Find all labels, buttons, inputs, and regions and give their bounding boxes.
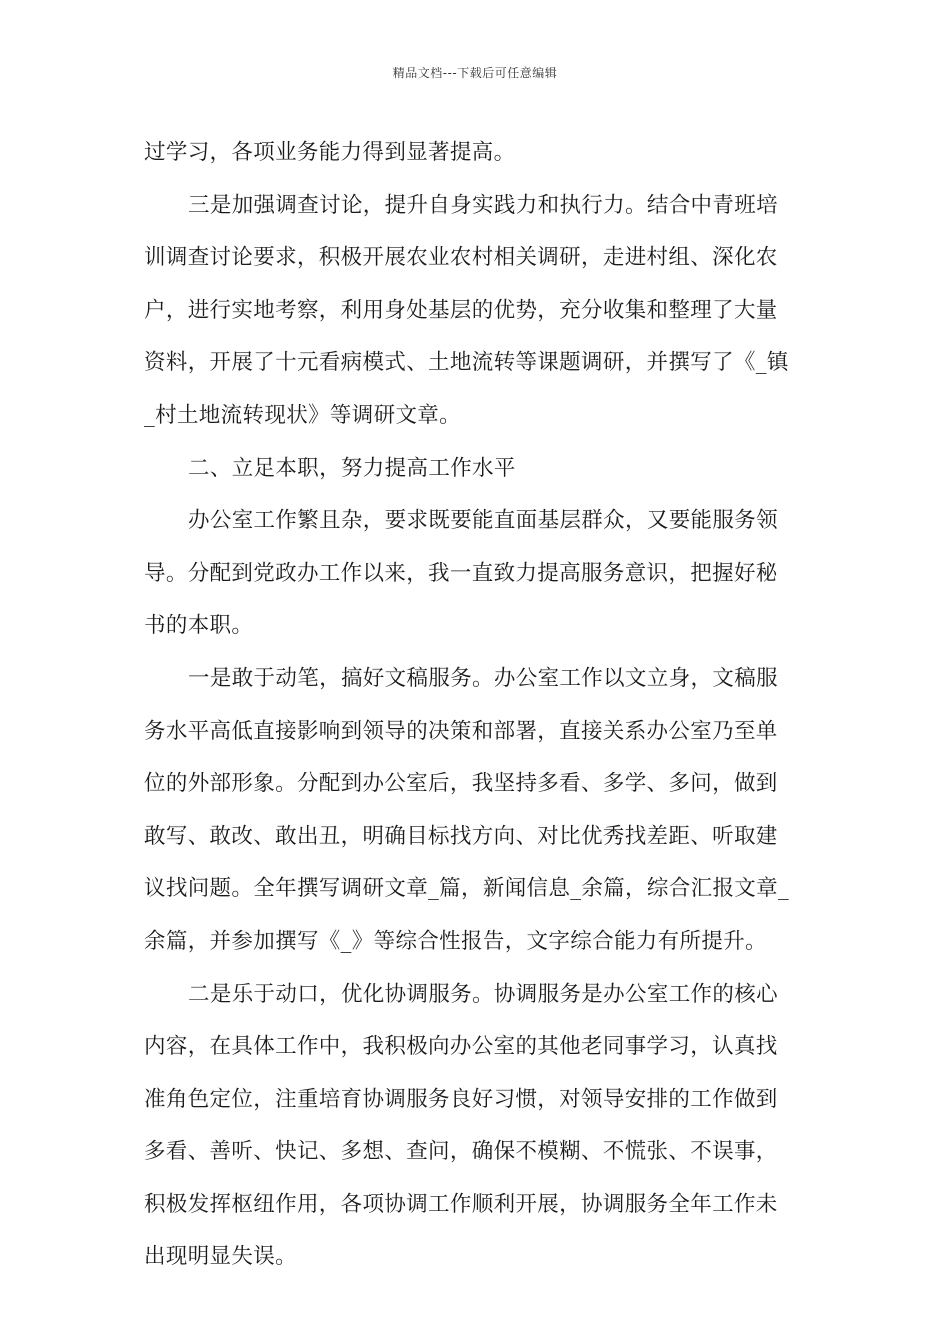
text-line: 准角色定位，注重培育协调服务良好习惯，对领导安排的工作做到 (144, 1086, 778, 1112)
text-line: _村土地流转现状》等调研文章。 (144, 402, 462, 428)
text-line: 位的外部形象。分配到办公室后，我坚持多看、多学、多问，做到 (144, 771, 778, 797)
text-line: 二是乐于动口，优化协调服务。协调服务是办公室工作的核心 (188, 981, 778, 1007)
text-line: 多看、善听、快记、多想、查问，确保不模糊、不慌张、不误事， (144, 1139, 778, 1165)
document-body (144, 127, 809, 1284)
text-line: 办公室工作繁且杂，要求既要能直面基层群众，又要能服务领 (188, 508, 778, 534)
text-line: 出现明显失误。 (144, 1244, 297, 1270)
text-line: 户，进行实地考察，利用身处基层的优势，充分收集和整理了大量 (144, 297, 778, 323)
paragraph-writing-service (144, 653, 809, 969)
paragraph-office-work (144, 495, 809, 653)
text-line: 务水平高低直接影响到领导的决策和部署，直接关系办公室乃至单 (144, 718, 778, 744)
section-heading (144, 443, 809, 496)
text-line: 一是敢于动笔，搞好文稿服务。办公室工作以文立身，文稿服 (188, 665, 778, 691)
paragraph-research (144, 180, 809, 443)
text-line: 余篇，并参加撰写《_》等综合性报告，文字综合能力有所提升。 (144, 928, 767, 954)
text-line: 积极发挥枢纽作用，各项协调工作顺利开展，协调服务全年工作未 (144, 1191, 778, 1217)
text-line: 资料，开展了十元看病模式、土地流转等课题调研，并撰写了《_镇 (144, 350, 789, 376)
paragraph-continued (144, 127, 809, 180)
text-line: 敢写、敢改、敢出丑，明确目标找方向、对比优秀找差距、听取建 (144, 823, 778, 849)
text-line: 三是加强调查讨论，提升自身实践力和执行力。结合中青班培 (188, 192, 778, 218)
text-line: 导。分配到党政办工作以来，我一直致力提高服务意识，把握好秘 (144, 560, 778, 586)
text-line: 议找问题。全年撰写调研文章_篇，新闻信息_余篇，综合汇报文章_ (144, 876, 790, 902)
text-line: 过学习，各项业务能力得到显著提高。 (144, 140, 516, 165)
text-line: 训调查讨论要求，积极开展农业农村相关调研，走进村组、深化农 (144, 245, 778, 271)
heading-line: 二、立足本职，努力提高工作水平 (188, 455, 516, 481)
text-line: 书的本职。 (144, 613, 254, 639)
text-line: 内容，在具体工作中，我积极向办公室的其他老同事学习，认真找 (144, 1034, 778, 1060)
page-header: 精品文档---下载后可任意编辑 (392, 66, 558, 80)
paragraph-coordination-service (144, 969, 809, 1285)
